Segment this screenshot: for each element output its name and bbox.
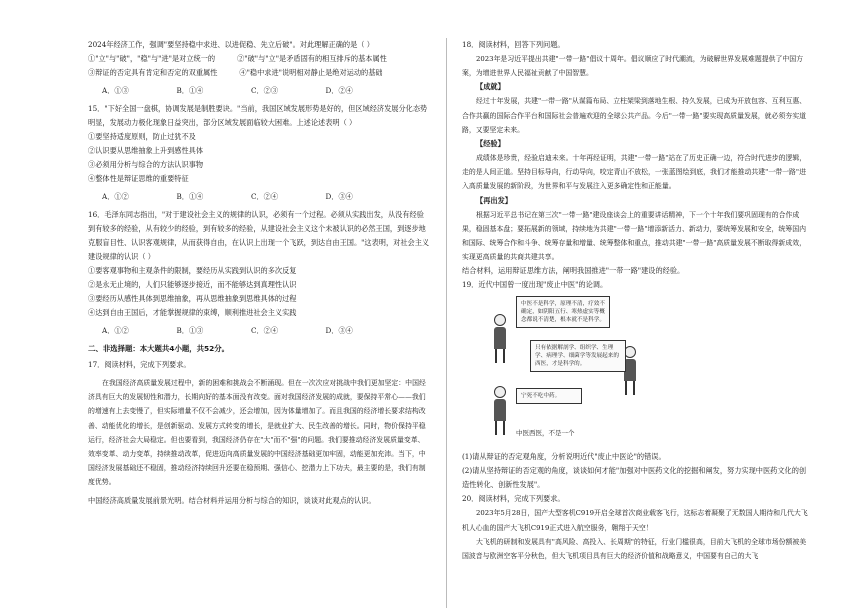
q15-option-4: ④整体性是辩证思维的重要特征 [88, 174, 189, 183]
q18-paragraph-2: 经过十年发展，共建"一带一路"从谋篇布局、立柱架梁到落地生根、持久发展，已成为开放包容、互利互惠、合作共赢的国际合作平台和国际社会普遍欢迎的全球公共产品。今后"一带一路"要实现高质量发展，就必须夯实道路，又要坚定未来。 [462, 97, 807, 134]
q15-stem: 15．"下好全国一盘棋，协调发展是制胜要诀。"当前，我国区域发展形势是好的，但区域经济发展分化态势明显，发展动力极化现象日益突出，部分区域发展面临较大困难。上述论述表明（ ） [88, 104, 428, 127]
q14-choice-c: C．②③ [251, 86, 279, 95]
q16-choices [88, 324, 430, 338]
person-figure [494, 314, 506, 363]
q15-choices [88, 190, 430, 204]
q16-option-3: ③要经历从感性具体到思维抽象，再从思维抽象到思维具体的过程 [88, 294, 297, 303]
q17-intro: 17．阅读材料，完成下列要求。 [88, 360, 191, 369]
speech-bubble-2: 只有依据解剖学、组织学、生理学、病理学、细菌学等发展起来的西医，才是科学的。 [530, 340, 626, 372]
q19-task-1: (1)请从辩证的否定观角度，分析说明近代"废止中医论"的错误。 [462, 452, 666, 462]
q14-option-4: ④"稳中求进"说明相对静止是绝对运动的基础 [239, 68, 383, 77]
q19-task-2: (2)请从坚持辩证的否定观的角度，谈谈如何才能"加强对中医药文化的挖掘和阐发，努力实现中医药文化的创造性转化、创新性发展"。 [462, 466, 807, 490]
q18-paragraph-1: 2023年是习近平提出共建"一带一路"倡议十周年。倡议顺应了时代潮流，为破解世界发展难题提供了中国方案，为增进世界人民福祉贡献了中国智慧。 [462, 55, 804, 78]
heading-restart: 【再出发】 [476, 195, 512, 205]
heading-experience: 【经验】 [476, 139, 505, 149]
column-divider [446, 38, 447, 608]
q14-choice-b: B．①④ [176, 86, 204, 95]
q16-option-2: ②是永无止境的，人们只能够逐步接近，而不能够达到真理性认识 [88, 280, 297, 289]
q15-choice-b: B．①④ [176, 192, 204, 201]
q18-paragraph-3: 成绩体是珍贵，经验启迪未来。十年再经证明，共建"一带一路"站在了历史正确一边，符合时代进步的逻辑，走的是人间正道。坚持目标导向，行动导向，咬定青山不放松，一张蓝图绘到底，我们才能推动共建"一带一路"进入高质量发展的新阶段，为世界和平与发展注入更多确定性和正能量。 [462, 154, 807, 191]
q15-option-1: ①要坚持适度原则，防止过犹不及 [88, 132, 196, 141]
q15-choice-c: C．②④ [251, 192, 279, 201]
speech-bubble-3: 宁死不吃中药。 [516, 388, 582, 404]
q16-choice-a: A．①② [102, 326, 129, 335]
q20-paragraph-2: 大飞机的研制和发展具有"高风险、高投入、长周期"的特征，行业门槛很高，目前大飞机的全球市场份额被美国波音与欧洲空客平分秋色，但大飞机项目具有巨大的经济价值和战略意义，中国要有自己的大飞 [462, 537, 807, 561]
q20-intro: 20．阅读材料，完成下列要求。 [462, 494, 565, 504]
q14-stem: 2024年经济工作，强调"要坚持稳中求进、以进促稳、先立后破"。对此理解正确的是（ ） [88, 40, 374, 49]
q16-choice-d: D．③④ [325, 326, 353, 335]
speech-bubble-1: 中医不是科学，原理不清，疗效不确定，如阴阳五行、寒热虚实等概念都说不清楚，根本就不是科学。 [516, 296, 610, 328]
q17-task: 中国经济高质量发展前景光明。结合材料并运用分析与综合的知识，谈谈对此观点的认识。 [88, 495, 376, 505]
q16-choice-b: B．①③ [176, 326, 204, 335]
q17-material: 在我国经济高质量发展过程中，新的困难和挑战会不断涌现。但在一次次应对挑战中我们更加坚定：中国经济具有巨大的发展韧性和潜力，长期向好的基本面没有改变。面对我国经济发展的成就，要保持平常心——我们的增速有上去变慢了，但实际增量不仅不会减少，还会增加，因为体量增加了。而且我国的经济增长要求结构改善、动能优化的增长，是创新驱动、发展方式转变的增长，是就业扩大、民生改善的增长。同时，物价保持平稳运行，经济社会大局稳定。但也要看到，我国经济仍存在"大"而不"强"的问题。我们要推动经济发展质量变革、效率变革、动力变革，持续推动改革，促进迈向高质量发展的中国经济基础更加牢固，动能更加充沛。当下，中国经济发展基础还不稳固，推动经济持续回升还要在稳预期、强信心、挖潜力上下功夫，最主要的是，我们有制度优势。 [88, 379, 426, 487]
section-heading: 二、非选择题：本大题共4小题，共52分。 [88, 344, 230, 353]
q14-option-3: ③辩证的否定具有肯定和否定的双重属性 [88, 68, 218, 77]
q14-choice-d: D．②④ [325, 86, 353, 95]
q15-choice-d: D．③④ [325, 192, 353, 201]
person-figure-3 [494, 386, 506, 435]
q14-choice-a: A．①③ [102, 86, 129, 95]
q18-paragraph-4: 根据习近平总书记在第三次"一带一路"建设座谈会上的重要讲话精神，下一个十年我们要巩固现有的合作成果，稳固基本盘；要拓展新的领域，持续地为共建"一带一路"增添新活力、新动力，要统筹发展和安全，统筹国内和国际、统筹合作和斗争、统筹存量和增量、统筹整体和重点，推动共建"一带一路"高质量发展不断取得新成效，实现更高质量的共商共建共享。 [462, 210, 806, 262]
q15-choice-a: A．①② [102, 192, 129, 201]
q18-task: 结合材料，运用辩证思维方法，阐明我国推进"一带一路"建设的经验。 [462, 266, 685, 276]
heading-achievement: 【成就】 [476, 82, 505, 92]
q18-intro: 18．阅读材料，回答下列问题。 [462, 40, 565, 49]
q16-choice-c: C．②④ [251, 326, 279, 335]
q20-paragraph-1: 2023年5月28日，国产大型客机C919开启全球首次商业载客飞行，这标志着凝聚了无数国人期待和几代大飞机人心血的国产大飞机C919正式进入航空服务，翱翔于天空！ [462, 509, 808, 532]
q14-option-1: ①"立"与"破"，"稳"与"进"是对立统一的 [88, 54, 216, 63]
q16-option-1: ①要客观事物和主观条件的限制，要经历从实践到认识的多次反复 [88, 266, 297, 275]
q14-option-2: ②"破"与"立"是矛盾固有的相互排斥的基本属性 [237, 54, 387, 63]
q15-option-3: ③必须用分析与综合的方法认识事物 [88, 160, 204, 169]
q14-choices [88, 84, 430, 98]
q16-option-4: ④达到自由王国后，才能掌握规律的束缚，顺利推进社会主义实践 [88, 308, 297, 317]
left-column [88, 38, 430, 608]
right-column [462, 38, 812, 608]
q15-option-2: ②认识要从思维抽象上升到感性具体 [88, 146, 204, 155]
cartoon-caption: 中医西医，不是一个 [516, 429, 575, 438]
q19-intro: 19．近代中国曾一度出现"废止中医"的论调。 [462, 280, 608, 290]
cartoon-figure [494, 296, 644, 444]
q16-stem: 16．毛泽东同志指出，"对于建设社会主义的规律的认识，必须有一个过程。必须从实践出发，从没有经验到有较多的经验，从有较少的经验，到有较多的经验，从建设社会主义这个未被认识的必然王国，到逐步地克服盲目性、认识客观规律，从而获得自由，在认识上出现一个飞跃，到达自由王国。"这表明，对社会主义建设规律的认识（ ） [88, 210, 430, 261]
